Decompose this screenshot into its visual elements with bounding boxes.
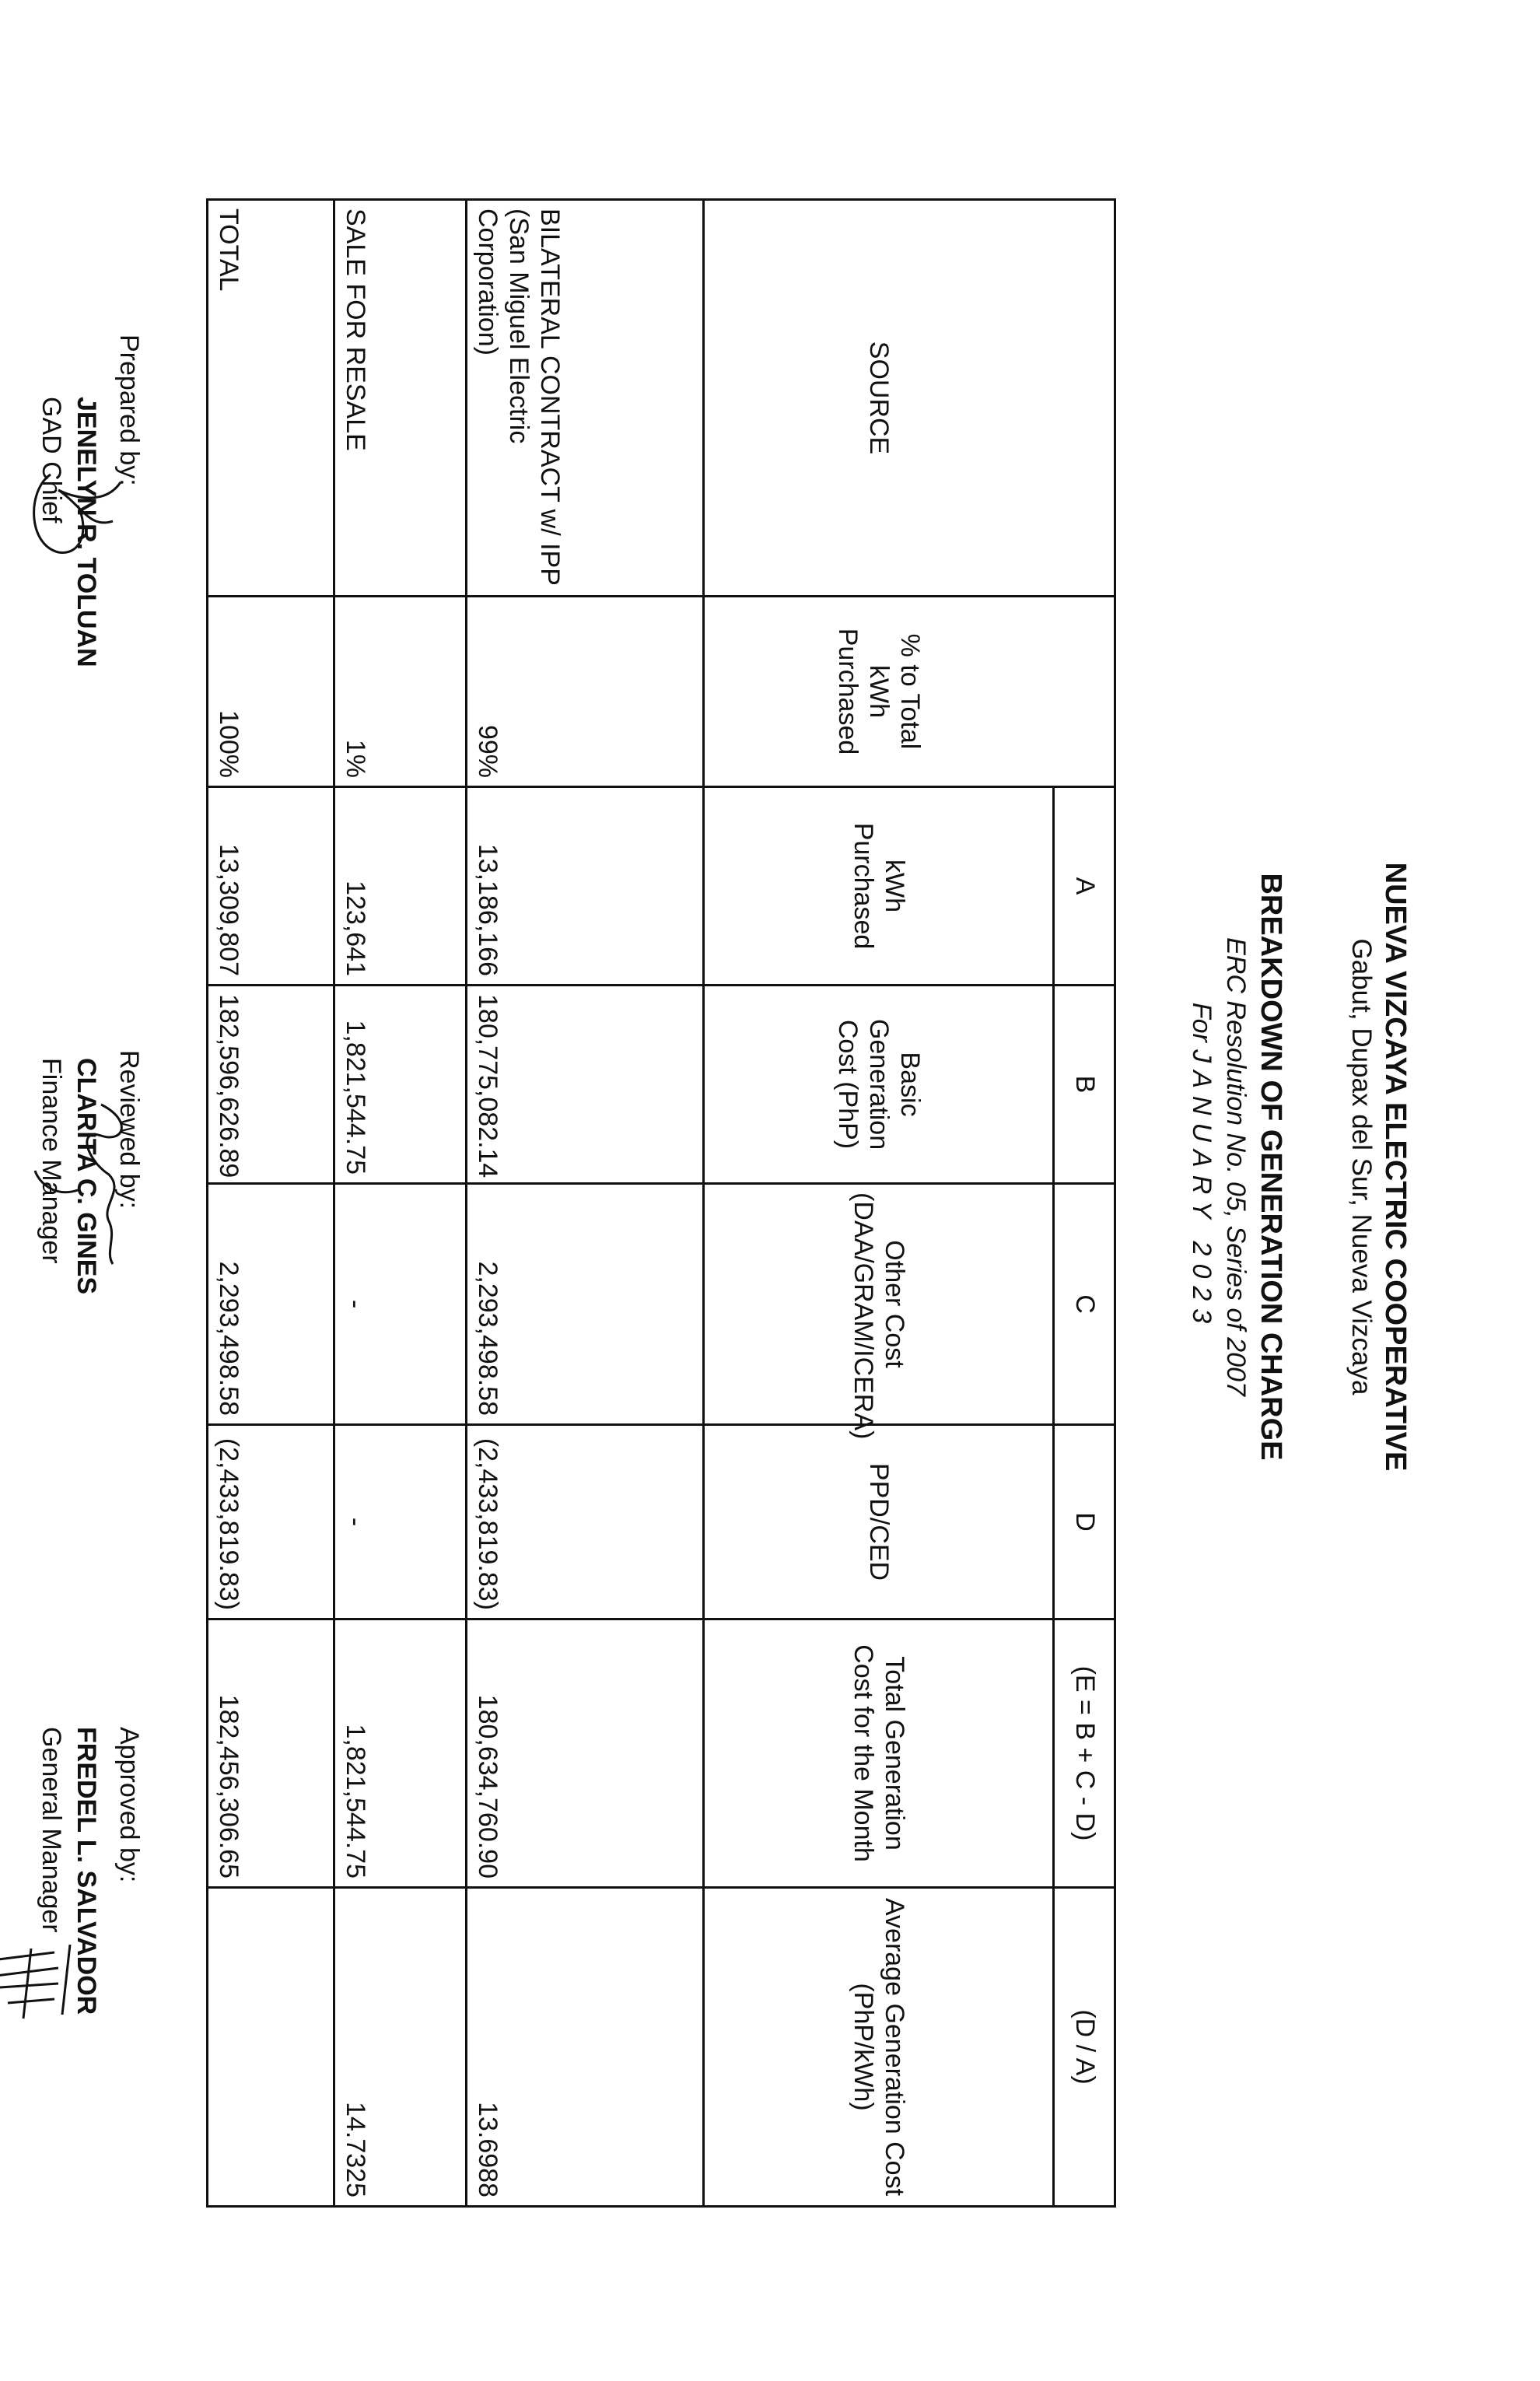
letter-cell-a: A bbox=[1054, 787, 1115, 986]
source-line-2: (San Miguel Electric Corporation) bbox=[472, 208, 534, 444]
column-header-total: Total Generation Cost for the Month bbox=[703, 1619, 1054, 1888]
document-title: BREAKDOWN OF GENERATION CHARGE bbox=[1255, 873, 1287, 1461]
generation-charge-table bbox=[206, 198, 1116, 2208]
source-cell: TOTAL bbox=[208, 200, 334, 597]
avg-cost-cell bbox=[208, 1888, 334, 2207]
kwh-cell: 123,641 bbox=[334, 787, 466, 986]
basic-cost-cell: 182,596,626.89 bbox=[208, 986, 334, 1184]
billing-period bbox=[1186, 39, 1216, 2295]
total-cost-cell: 182,456,306.65 bbox=[208, 1619, 334, 1888]
table-row bbox=[334, 200, 466, 2207]
approved-by-position: General Manager bbox=[37, 1727, 66, 1933]
other-cost-cell: 2,293,498.58 bbox=[208, 1184, 334, 1425]
table-row bbox=[466, 200, 703, 2207]
ppd-cell: - bbox=[334, 1425, 466, 1619]
letter-cell-b: B bbox=[1054, 986, 1115, 1184]
period-value: JANUARY 2023 bbox=[1187, 1049, 1216, 1332]
rotated-document bbox=[37, 39, 1423, 2295]
cooperative-name: NUEVA VIZCAYA ELECTRIC COOPERATIVE bbox=[1379, 862, 1412, 1472]
pct-cell: 100% bbox=[208, 597, 334, 787]
basic-cost-cell: 180,775,082.14 bbox=[466, 986, 703, 1184]
kwh-cell: 13,309,807 bbox=[208, 787, 334, 986]
reviewed-by-name: CLARITA C. GINES bbox=[72, 1058, 101, 1295]
cooperative-address: Gabut, Dupax del Sur, Nueva Vizcaya bbox=[1346, 938, 1377, 1395]
column-header-avg: Average Generation Cost (PhP/kWh) bbox=[703, 1888, 1054, 2207]
avg-cost-cell: 14.7325 bbox=[334, 1888, 466, 2207]
pct-cell: 1% bbox=[334, 597, 466, 787]
pct-cell: 99% bbox=[466, 597, 703, 787]
letter-cell-d: D bbox=[1054, 1425, 1115, 1619]
source-cell bbox=[466, 200, 703, 597]
column-header-kwh: kWh Purchased bbox=[703, 787, 1054, 986]
total-cost-cell: 1,821,544.75 bbox=[334, 1619, 466, 1888]
letter-cell-c: C bbox=[1054, 1184, 1115, 1425]
column-header-source: SOURCE bbox=[703, 200, 1054, 597]
column-header-other: Other Cost (DAA/GRAM/ICERA) bbox=[703, 1184, 1054, 1425]
letter-cell-e: (E = B + C - D) bbox=[1054, 1619, 1115, 1888]
period-prefix: For bbox=[1187, 1002, 1216, 1042]
prepared-signature-icon bbox=[19, 459, 136, 568]
prepared-by-name: JENELYN R. TOLUAN bbox=[72, 397, 101, 667]
avg-cost-cell: 13.6988 bbox=[466, 1888, 703, 2207]
source-cell: SALE FOR RESALE bbox=[334, 200, 466, 597]
total-cost-cell: 180,634,760.90 bbox=[466, 1619, 703, 1888]
approved-by-name: FREDEL L. SALVADOR bbox=[72, 1727, 101, 2015]
column-letter-row bbox=[1054, 200, 1115, 2207]
approved-signature-icon bbox=[0, 1937, 86, 2030]
table-row-total bbox=[208, 200, 334, 2207]
other-cost-cell: - bbox=[334, 1184, 466, 1425]
basic-cost-cell: 1,821,544.75 bbox=[334, 986, 466, 1184]
reviewed-signature-icon bbox=[31, 1097, 148, 1276]
source-line-1: BILATERAL CONTRACT w/ IPP bbox=[534, 208, 565, 586]
column-header-pct: % to Total kWh Purchased bbox=[703, 597, 1054, 787]
column-header-basic: Basic Generation Cost (PhP) bbox=[703, 986, 1054, 1184]
letter-cell-blank bbox=[1054, 597, 1115, 787]
kwh-cell: 13,186,166 bbox=[466, 787, 703, 986]
document-subtitle: ERC Resolution No. 05, Series of 2007 bbox=[1221, 937, 1251, 1396]
reviewed-by-label: Reviewed by: bbox=[114, 1050, 144, 1210]
column-header-row bbox=[703, 200, 1054, 2207]
approved-by-label: Approved by: bbox=[114, 1727, 144, 1883]
other-cost-cell: 2,293,498.58 bbox=[466, 1184, 703, 1425]
ppd-cell: (2,433,819.83) bbox=[208, 1425, 334, 1619]
prepared-by-label: Prepared by: bbox=[114, 334, 144, 486]
letter-cell-blank bbox=[1054, 200, 1115, 597]
ppd-cell: (2,433,819.83) bbox=[466, 1425, 703, 1619]
letter-cell-da: (D / A) bbox=[1054, 1888, 1115, 2207]
prepared-by-position: GAD Chief bbox=[37, 397, 66, 523]
reviewed-by-position: Finance Manager bbox=[37, 1058, 66, 1264]
column-header-ppd: PPD/CED bbox=[703, 1425, 1054, 1619]
